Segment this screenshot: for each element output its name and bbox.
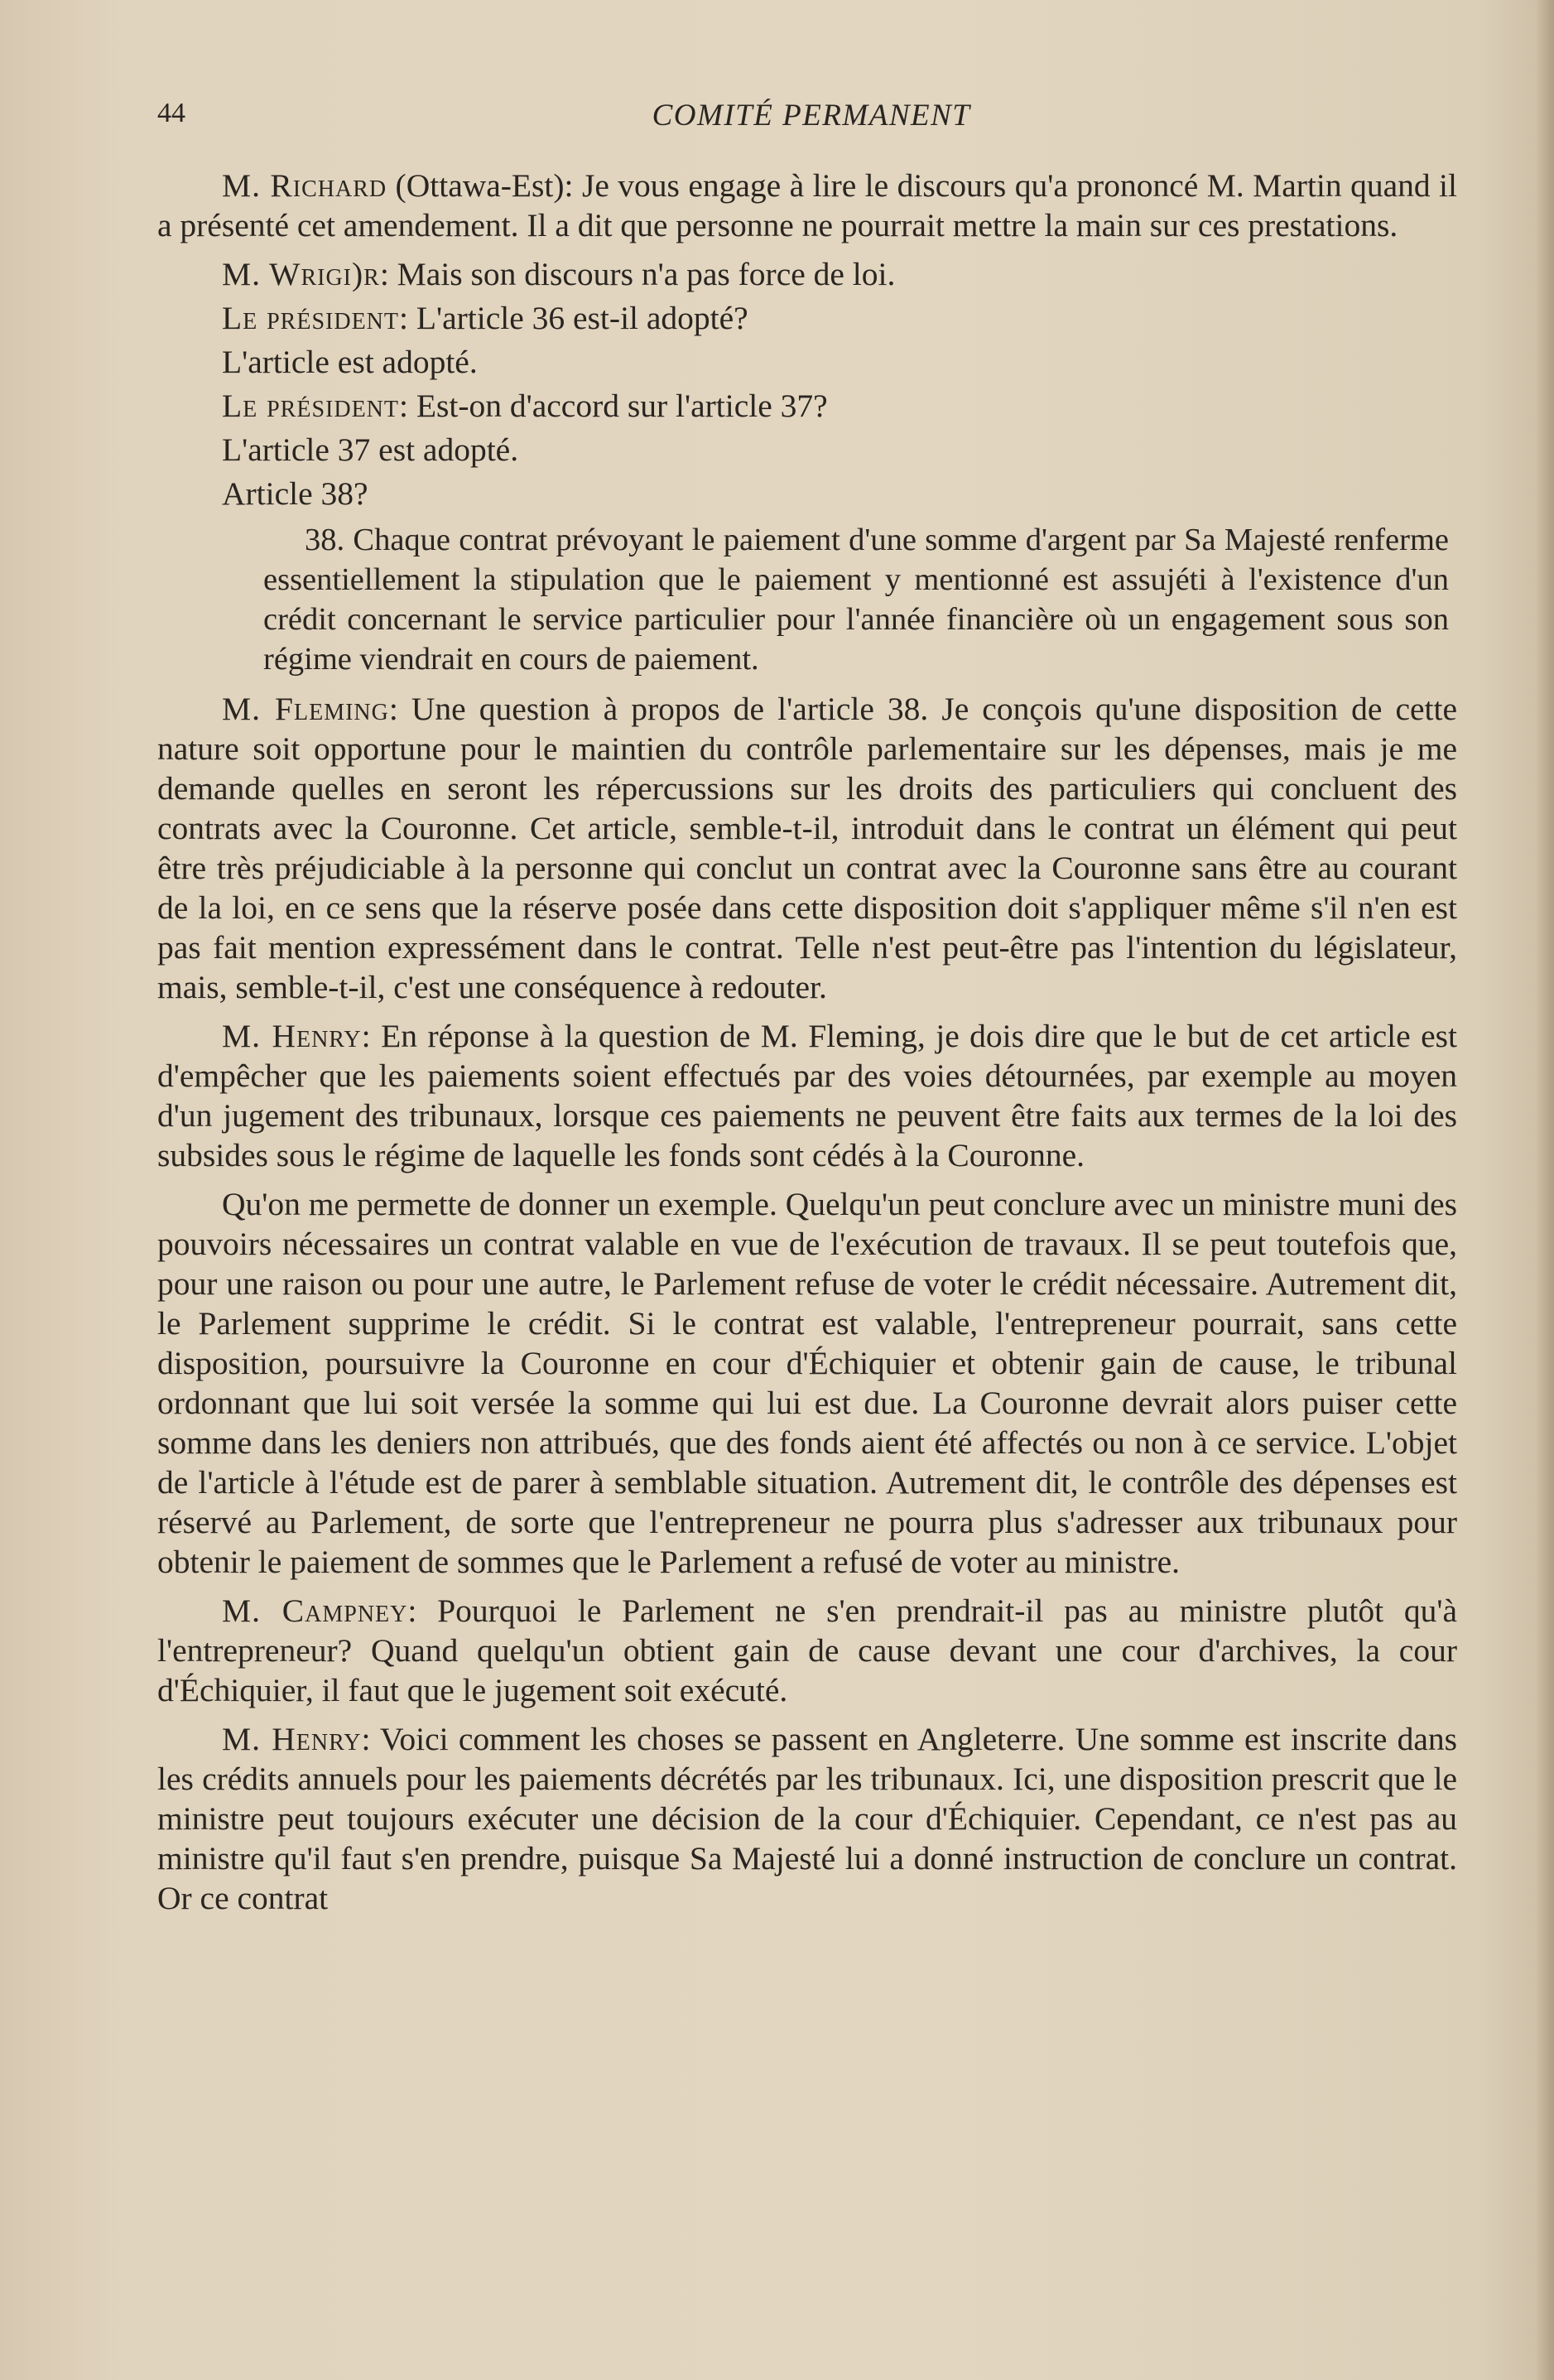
paragraph-text: : Est-on d'accord sur l'article 37? [399, 388, 828, 424]
paragraph-text: (Ottawa-Est): Je vous engage à lire le discours qu'a prononcé M. Martin quand il a présenté cet amendement. Il a dit que personne ne pourrait mettre la main sur ces prestations. [157, 167, 1457, 243]
paragraph-text: : Une question à propos de l'article 38. Je conçois qu'une disposition de cette nature soit opportune pour le maintien du contrôle parlementaire sur les dépenses, mais je me demande quelles en seront les répercussions sur les droits des particuliers qui concluent des contrats avec la Couronne. Cet article, semble-t-il, introduit dans le contrat un élément qui peut être très préjudiciable à la personne qui conclut un contrat avec la Couronne sans être au courant de la loi, en ce sens que la réserve posée dans cette disposition doit s'appliquer même s'il n'en est pas fait mention expressément dans le contrat. Telle n'est peut-être pas l'intention du législateur, mais, semble-t-il, c'est une conséquence à redouter. [157, 691, 1458, 1005]
paragraph-text: : Pourquoi le Parlement ne s'en prendrait-il pas au ministre plutôt qu'à l'entrepreneur? Quand quelqu'un obtient gain de cause devant une cour d'archives, la cour d'Échiquier, il faut que le jugement soit exécuté. [157, 1592, 1458, 1708]
paragraph-wright [157, 254, 1457, 294]
body-text [157, 166, 1457, 1927]
paragraph-text: Article 38? [222, 475, 368, 512]
paragraph-text: : Mais son discours n'a pas force de loi. [379, 256, 896, 292]
paragraph-adopted-36 [157, 342, 1457, 382]
paragraph-text: : Voici comment les choses se passent en Angleterre. Une somme est inscrite dans les crédits annuels pour les paiements décrétés par les tribunaux. Ici, une disposition prescrit que le ministre peut toujours exécuter une décision de la cour d'Échiquier. Cependant, ce n'est pas au ministre qu'il faut s'en prendre, puisque Sa Majesté lui a donné instruction de conclure un contrat. Or ce contrat [157, 1721, 1457, 1916]
paragraph-fleming [157, 689, 1457, 1007]
paragraph-president-37 [157, 386, 1457, 426]
paragraph-text: L'article 37 est adopté. [222, 431, 519, 468]
paragraph-text: Qu'on me permette de donner un exemple. Quelqu'un peut conclure avec un ministre muni des pouvoirs nécessaires un contrat valable en vue de l'exécution de travaux. Il se peut toutefois que, pour une raison ou pour une autre, le Parlement refuse de voter le crédit nécessaire. Autrement dit, le Parlement supprime le crédit. Si le contrat est valable, l'entrepreneur pourrait, sans cette disposition, poursuivre la Couronne en cour d'Échiquier et obtenir gain de cause, le tribunal ordonnant que lui soit versée la somme qui lui est due. La Couronne devrait alors puiser cette somme dans les deniers non attribués, que des fonds aient été affectés ou non à ce service. L'objet de l'article à l'étude est de parer à semblable situation. Autrement dit, le contrôle des dépenses est réservé au Parlement, de sorte que l'entrepreneur ne pourra plus s'adresser aux tribunaux pour obtenir le paiement de sommes que le Parlement a refusé de voter au ministre. [157, 1186, 1457, 1580]
paragraph-text: : En réponse à la question de M. Fleming, je dois dire que le but de cet article est d'empêcher que les paiements soient effectués par des voies détournées, par exemple au moyen d'un jugement des tribunaux, lorsque ces paiements ne peuvent être faits aux termes de la loi des subsides sous le régime de laquelle les fonds sont cédés à la Couronne. [157, 1018, 1458, 1173]
speaker-name: M. Henry [222, 1018, 362, 1054]
paragraph-text: : L'article 36 est-il adopté? [399, 300, 748, 336]
speaker-name: Le président [222, 388, 400, 424]
quoted-clause-38: 38. Chaque contrat prévoyant le paiement d'une somme d'argent par Sa Majesté renferme essentiellement la stipulation que le paiement y mentionné est assujéti à l'existence d'un crédit concernant le service particulier pour l'année financière où un engagement sous son régime viendrait en cours de paiement. [263, 523, 1449, 677]
paragraph-henry-1 [157, 1016, 1457, 1175]
paragraph-henry-2 [157, 1719, 1457, 1918]
paragraph-campney [157, 1591, 1457, 1710]
page-number: 44 [157, 98, 185, 128]
paragraph-adopted-37 [157, 430, 1457, 470]
binding-edge [1536, 0, 1554, 2380]
page-header [157, 98, 1465, 139]
paragraph-richard [157, 166, 1457, 245]
speaker-name: M. Fleming [222, 691, 389, 727]
speaker-name: M. Henry [222, 1721, 362, 1757]
running-title: COMITÉ PERMANENT [652, 99, 971, 132]
speaker-name: M. Wrigi)r [222, 256, 380, 292]
paragraph-president-36 [157, 298, 1457, 338]
speaker-name: M. Richard [222, 167, 387, 204]
speaker-name: Le président [222, 300, 400, 336]
paragraph-text: L'article est adopté. [222, 344, 478, 380]
paragraph-example [157, 1184, 1457, 1582]
paragraph-article-38 [157, 474, 1457, 513]
speaker-name: M. Campney [222, 1592, 408, 1629]
